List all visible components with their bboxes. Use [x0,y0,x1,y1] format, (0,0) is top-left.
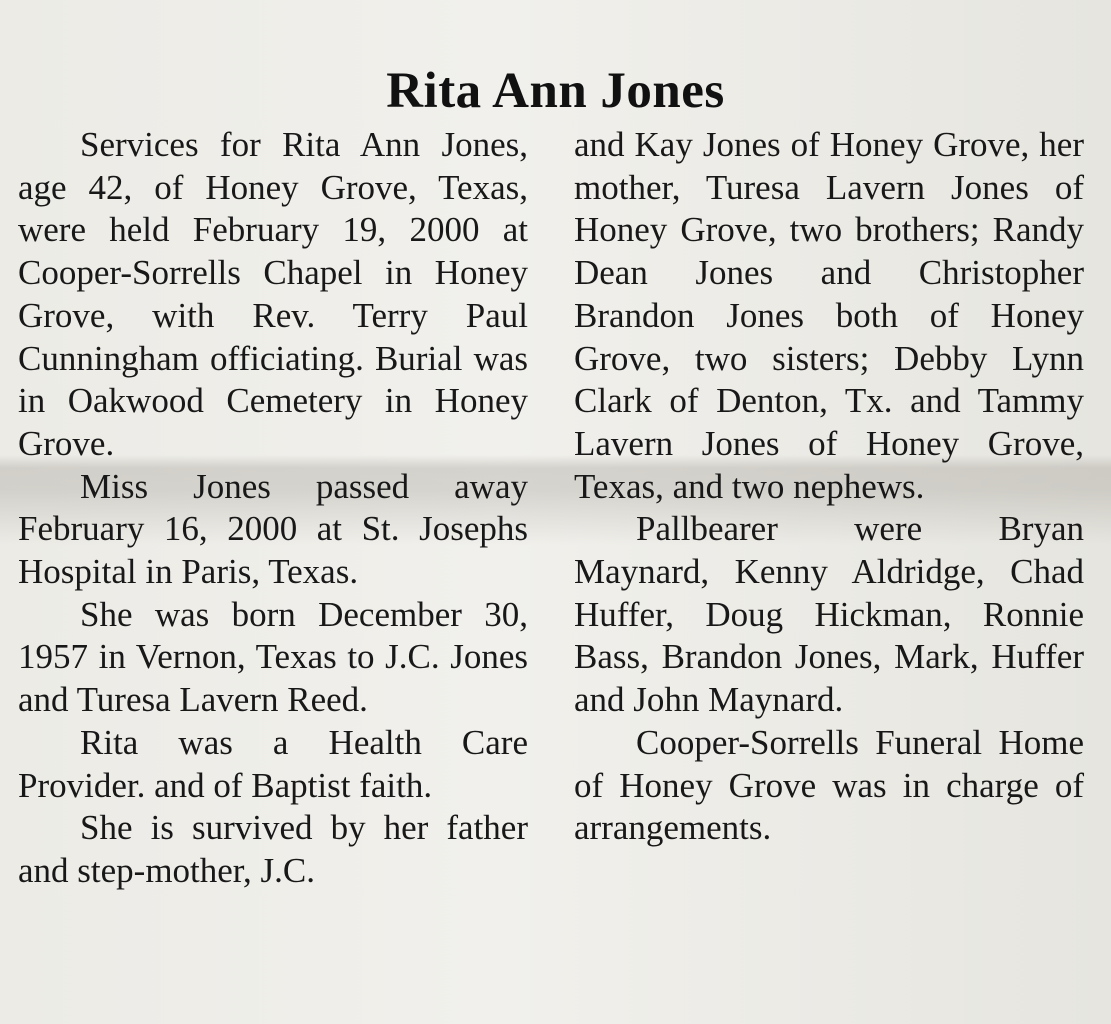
paragraph-passed-away: Miss Jones passed away February 16, 2000 at St. Josephs Hospital in Paris, Texas. [18,466,528,592]
obituary-title: Rita Ann Jones [386,63,725,120]
paragraph-services: Services for Rita Ann Jones, age 42, of Honey Grove, Texas, were held February 19, 2000 at Cooper-Sorrells Chapel in Honey Grove, with Rev. Terry Paul Cunningham officiating. Burial was in Oakwood Cemetery in Honey Grove. [18,125,528,463]
right-column [574,124,1084,850]
paragraph-occupation: Rita was a Health Care Provider. and of Baptist faith. [18,722,528,805]
paragraph-pallbearers: Pallbearer were Bryan Maynard, Kenny Aldridge, Chad Huffer, Doug Hickman, Ronnie Bass, Brandon Jones, Mark, Huffer and John Maynard. [574,509,1084,720]
paragraph-survived-by: She is survived by her father and step-mother, J.C. [18,808,528,890]
paragraph-survivors-continued: and Kay Jones of Honey Grove, her mother, Turesa Lavern Jones of Honey Grove, two brothers; Randy Dean Jones and Christopher Brandon Jones both of Honey Grove, two sisters; Debby Lynn Clark of Denton, Tx. and Tammy Lavern Jones of Honey Grove, Texas, and two nephews. [574,125,1084,506]
paragraph-born: She was born December 30, 1957 in Vernon, Texas to J.C. Jones and Turesa Lavern Reed. [18,594,528,720]
left-column [18,124,528,893]
paragraph-arrangements: Cooper-Sorrells Funeral Home of Honey Grove was in charge of arrangements. [574,722,1084,848]
